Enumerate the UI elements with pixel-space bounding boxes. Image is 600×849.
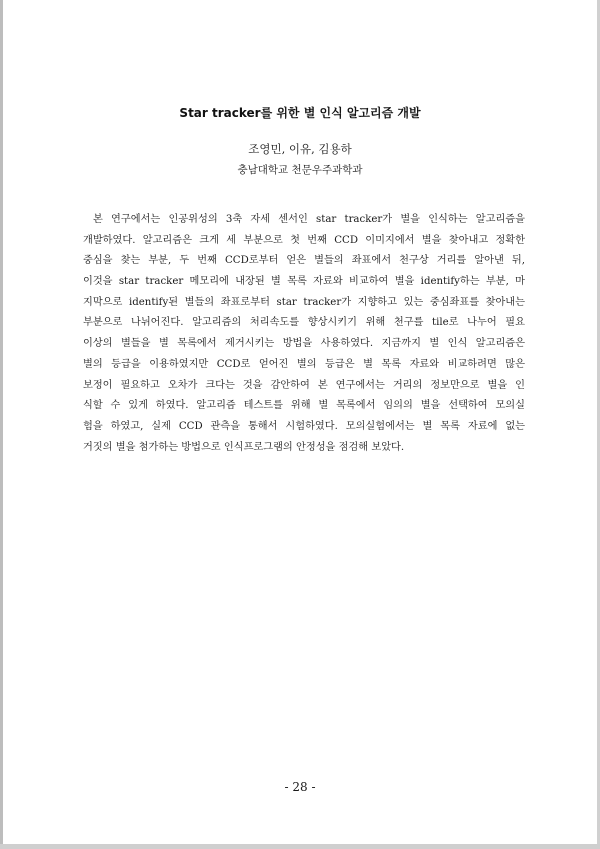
abstract-line: 거짓의 별을 첨가하는 방법으로 인식프로그램의 안정성을 점검해 보았다. <box>83 441 405 453</box>
author-list: 조영민, 이유, 김용하 <box>248 142 352 156</box>
abstract-line: 보정이 필요하고 오차가 크다는 것을 감안하여 본 연구에서는 거리의 정보만으로 별을 인 <box>83 379 525 391</box>
abstract-body <box>83 210 525 458</box>
scan-edge-bottom <box>0 844 600 849</box>
abstract-line: 개발하였다. 알고리즘은 크게 세 부분으로 첫 번째 CCD 이미지에서 별을 찾아내고 정확한 <box>83 234 525 246</box>
abstract-line: 식할 수 있게 하였다. 알고리즘 테스트를 위해 별 목록에서 임의의 별을 선택하여 모의실 <box>83 400 525 412</box>
abstract-line: 부분으로 나뉘어진다. 알고리즘의 처리속도를 향상시키기 위해 천구를 tile로 나누어 필요 <box>83 317 525 329</box>
affiliation: 충남대학교 천문우주과학과 <box>237 164 363 176</box>
page-number: - 28 - <box>284 780 316 794</box>
abstract-line: 지막으로 identify된 별들의 좌표로부터 star tracker가 지향하고 있는 중심좌표를 찾아내는 <box>83 296 525 308</box>
abstract-line: 이것을 star tracker 메모리에 내장된 별 목록 자료와 비교하여 별을 identify하는 부분, 마 <box>83 276 525 288</box>
paper-title: Star tracker를 위한 별 인식 알고리즘 개발 <box>179 106 421 120</box>
abstract-line: 별의 등급을 이용하였지만 CCD로 얻어진 별의 등급은 별 목록 자료와 비교하려면 많은 <box>83 358 525 370</box>
abstract-line: 험을 하였고, 실제 CCD 관측을 통해서 시험하였다. 모의실험에서는 별 목록 자료에 없는 <box>83 420 525 432</box>
scan-edge-left <box>0 0 3 849</box>
abstract-line: 중심을 찾는 부분, 두 번째 CCD로부터 얻은 별들의 좌표에서 천구상 거리를 알아낸 뒤, <box>83 255 525 267</box>
abstract-line: 본 연구에서는 인공위성의 3축 자세 센서인 star tracker가 별을 인식하는 알고리즘을 <box>93 214 525 225</box>
abstract-line: 이상의 별들을 별 목록에서 제거시키는 방법을 사용하였다. 지금까지 별 인식 알고리즘은 <box>83 338 525 350</box>
